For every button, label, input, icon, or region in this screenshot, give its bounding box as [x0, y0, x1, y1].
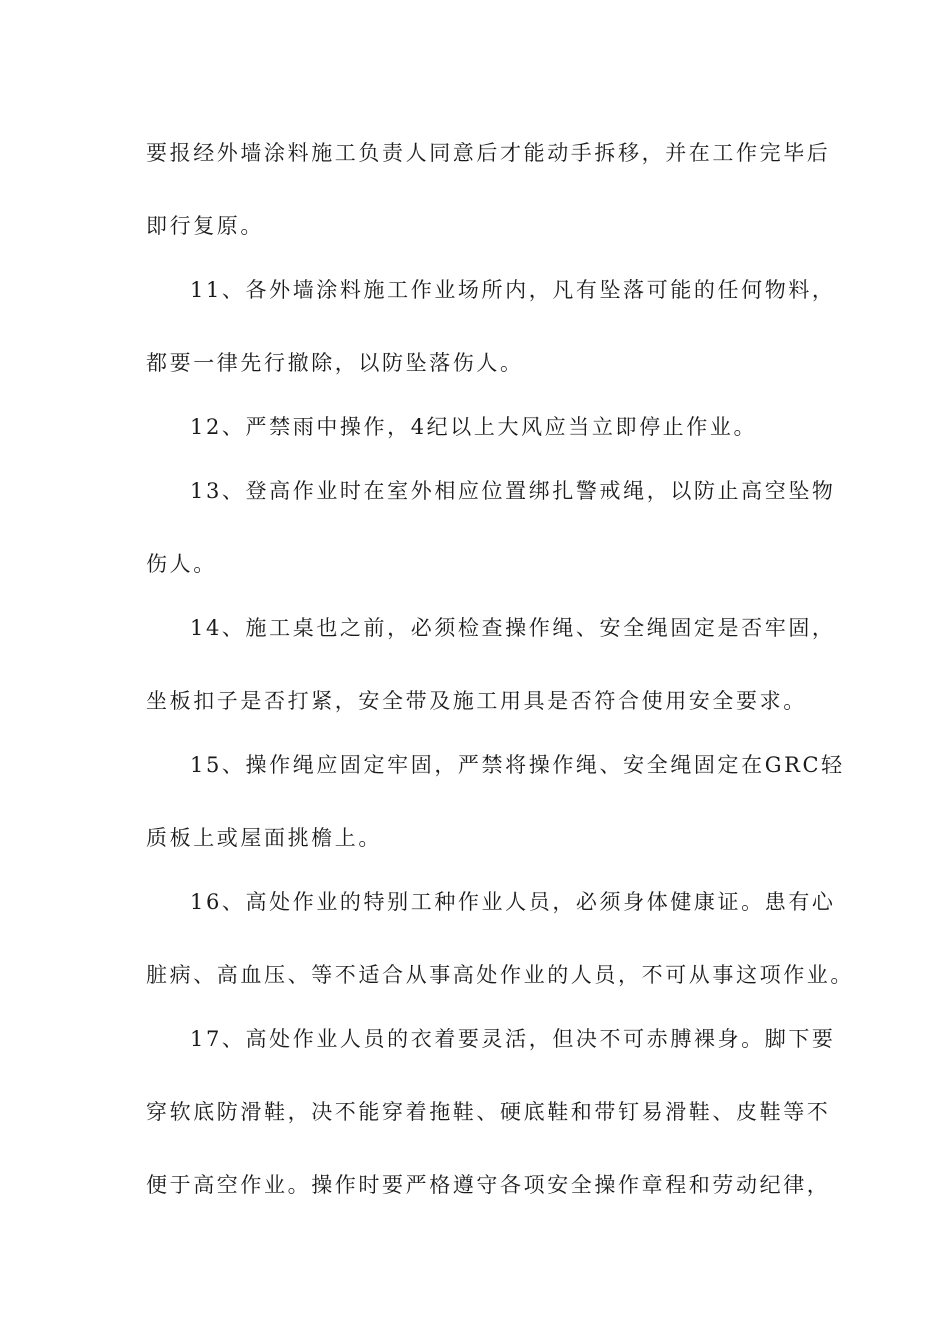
text-line: 质板上或屋面挑檐上。 [146, 826, 382, 850]
text-line: 脏病、高血压、等不适合从事高处作业的人员，不可从事这项作业。 [146, 963, 854, 987]
paragraph-16-line-1: 16、高处作业的特别工种作业人员，必须身体健康证。患有心 [190, 890, 836, 914]
paragraph-11-line-1: 11、各外墙涂料施工作业场所内，凡有坠落可能的任何物料， [190, 278, 836, 302]
text-line: 都要一律先行撤除，以防坠落伤人。 [146, 351, 524, 375]
text-line: 要报经外墙涂料施工负责人同意后才能动手拆移，并在工作完毕后 [146, 141, 831, 165]
text-line: 坐板扣子是否打紧，安全带及施工用具是否符合使用安全要求。 [146, 689, 807, 713]
paragraph-12-line-1: 12、严禁雨中操作，4纪以上大风应当立即停止作业。 [190, 415, 758, 439]
text-line: 穿软底防滑鞋，决不能穿着拖鞋、硬底鞋和带钉易滑鞋、皮鞋等不 [146, 1100, 831, 1124]
paragraph-17-line-1: 17、高处作业人员的衣着要灵活，但决不可赤膊裸身。脚下要 [190, 1027, 836, 1051]
paragraph-14-line-1: 14、施工桌也之前，必须检查操作绳、安全绳固定是否牢固， [190, 616, 836, 640]
text-line: 伤人。 [146, 552, 217, 576]
text-line: 即行复原。 [146, 214, 264, 238]
text-line: 便于高空作业。操作时要严格遵守各项安全操作章程和劳动纪律， [146, 1173, 831, 1197]
paragraph-15-line-1: 15、操作绳应固定牢固，严禁将操作绳、安全绳固定在GRC轻 [190, 753, 845, 777]
paragraph-13-line-1: 13、登高作业时在室外相应位置绑扎警戒绳，以防止高空坠物 [190, 479, 836, 503]
